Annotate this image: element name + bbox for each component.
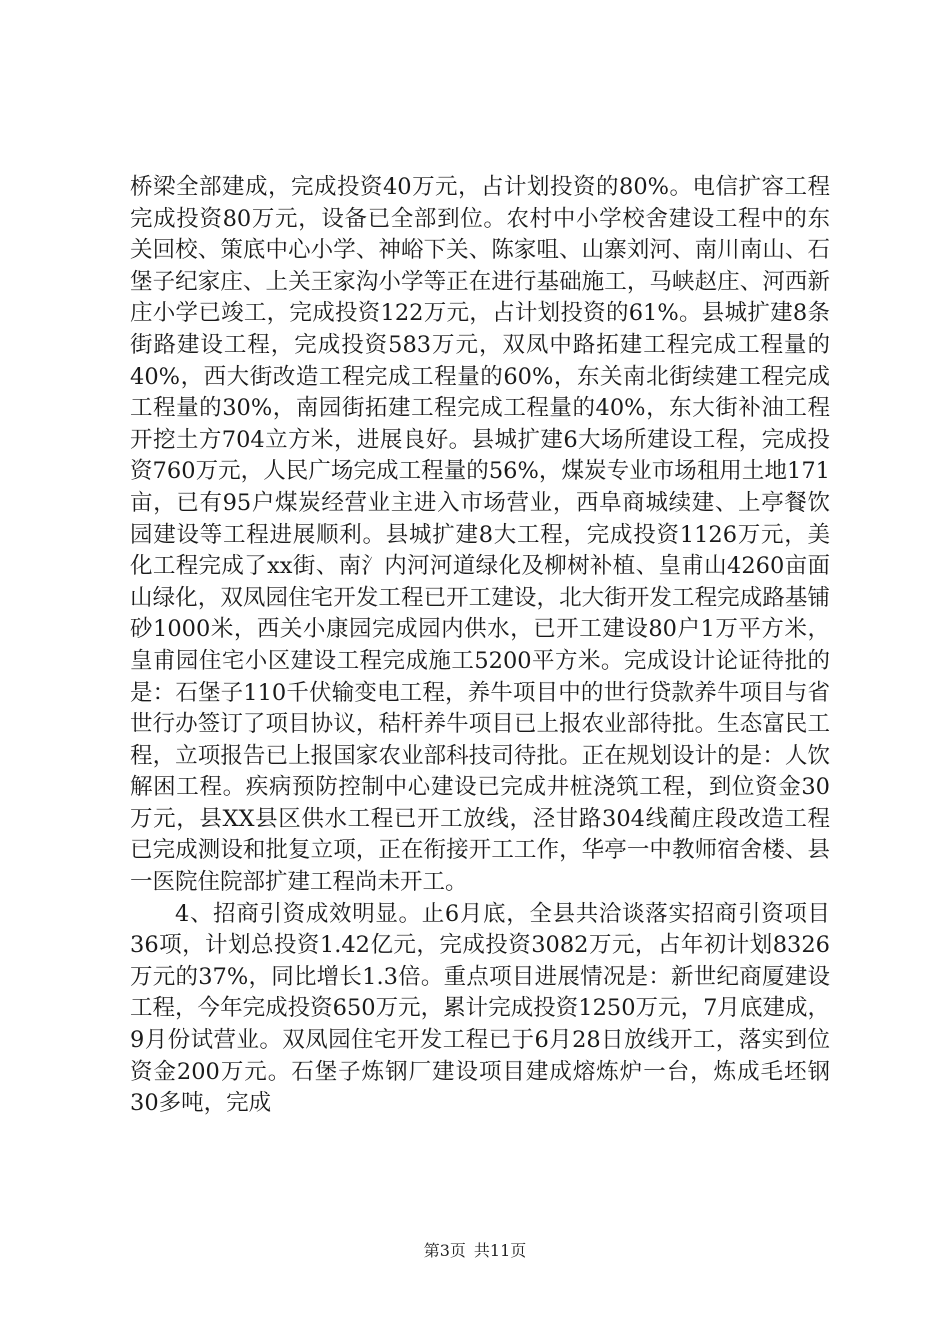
page-footer — [0, 1240, 950, 1262]
body-paragraph-1: 桥梁全部建成，完成投资40万元，占计划投资的80%。电信扩容工程完成投资80万元，设备已全部到位。农村中小学校舍建设工程中的东关回校、策底中心小学、神峪下关、陈家咀、山寨刘河、南川南山、石堡子纪家庄、上关王家沟小学等正在进行基础施工，马峡赵庄、河西新庄小学已竣工，完成投资122万元，占计划投资的61%。县城扩建8条街路建设工程，完成投资583万元，双凤中路拓建工程完成工程量的40%，西大街改造工程完成工程量的60%，东关南北街续建工程完成工程量的30%，南园街拓建工程完成工程量的40%，东大街补油工程开挖土方704立方米，进展良好。县城扩建6大场所建设工程，完成投资760万元，人民广场完成工程量的56%，煤炭专业市场租用土地171亩，已有95户煤炭经营业主进入市场营业，西阜商城续建、上亭餐饮园建设等工程进展顺利。县城扩建8大工程，完成投资1126万元，美化工程完成了xx街、南氵内河河道绿化及柳树补植、皇甫山4260亩面山绿化，双凤园住宅开发工程已开工建设，北大街开发工程完成路基铺砂1000米，西关小康园完成园内供水，已开工建设80户1万平方米，皇甫园住宅小区建设工程完成施工5200平方米。完成设计论证待批的是：石堡子110千伏输变电工程，养牛项目中的世行贷款养牛项目与省世行办签订了项目协议，秸杆养牛项目已上报农业部待批。生态富民工程，立项报告已上报国家农业部科技司待批。正在规划设计的是：人饮解困工程。疾病预防控制中心建设已完成井桩浇筑工程，到位资金30万元，县XX县区供水工程已开工放线，泾甘路304线蔺庄段改造工程已完成测设和批复立项，正在衔接开工工作，华亭一中教师宿舍楼、县一医院住院部扩建工程尚未开工。 — [130, 174, 830, 896]
document-body — [130, 172, 830, 1120]
body-paragraph-2: 4、招商引资成效明显。止6月底，全县共洽谈落实招商引资项目36项，计划总投资1.42亿元，完成投资3082万元，占年初计划8326万元的37%，同比增长1.3倍。重点项目进展情况是：新世纪商厦建设工程，今年完成投资650万元，累计完成投资1250万元，7月底建成，9月份试营业。双凤园住宅开发工程已于6月28日放线开工，落实到位资金200万元。石堡子炼钢厂建设项目建成熔炼炉一台，炼成毛坯钢30多吨，完成 — [130, 900, 830, 1117]
page-number: 第3页 — [423, 1241, 466, 1260]
page-total: 共11页 — [473, 1241, 527, 1260]
